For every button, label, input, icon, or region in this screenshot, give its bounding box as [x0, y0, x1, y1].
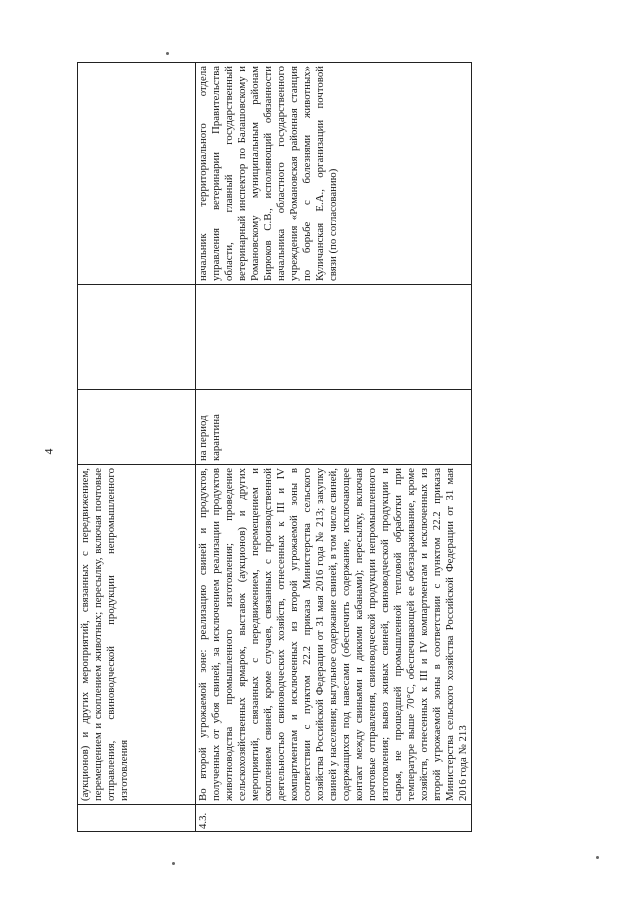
scan-speck: [172, 862, 175, 865]
table-row: [78, 63, 196, 832]
table-row: [196, 63, 472, 832]
rotated-page-content: [77, 62, 587, 832]
measure-cell: (аукционов) и других мероприятий, связанных с передвижением, перемещением и скоплением животных; пересылку, включая почтовые отправления, свиноводческой продукции непромышленного изготовления: [78, 465, 196, 805]
empty-cell: [78, 285, 196, 390]
measures-table: [77, 62, 472, 832]
empty-cell: [196, 285, 472, 390]
responsible-cell: [78, 63, 196, 285]
responsible-cell: начальник территориального отдела управления ветеринарии Правительства области, главный государственный ветеринарный инспектор по Балашовскому и Романовскому муниципальным районам Бирюков С.В., исполняющий обязанности начальника областного государственного учреждения «Романовская районная станция по борьбе с болезнями животных» Куличанская Е.А., организации почтовой связи (по согласованию): [196, 63, 472, 285]
row-number-cell: 4.3.: [196, 805, 472, 832]
term-cell: на период карантина: [196, 390, 472, 465]
scan-speck: [166, 52, 169, 55]
scan-speck: [596, 856, 599, 859]
page-number: 4: [41, 448, 56, 455]
row-number-cell: [78, 805, 196, 832]
measure-cell: Во второй угрожаемой зоне: реализацию свиней и продуктов, полученных от убоя свиней, за исключением реализации продуктов животноводства промышленного изготовления; проведение сельскохозяйственных ярмарок, выставок (аукционов) и других мероприятий, связанных с передвижением, перемещением и скоплением свиней, кроме случаев, связанных с производственной деятельностью свиноводческих хозяйств, отнесенных к III и IV компартментам и исключенных из второй угрожаемой зоны в соответствии с пунктом 22.2 приказа Министерства сельского хозяйства Российской Федерации от 31 мая 2016 года № 213; закупку свиней у населения; выгульное содержание свиней, в том числе свиней, содержащихся под навесами (обеспечить содержание, исключающее контакт между свиньями и дикими кабанами); пересылку, включая почтовые отправления, свиноводческой продукции непромышленного изготовления; вывоз живых свиней, свиноводческой продукции и сырья, не прошедшей промышленной тепловой обработки при температуре выше 70°С, обеспечивающей ее обеззараживание, кроме хозяйств, отнесенных к III и IV компартментам и исключенных из второй угрожаемой зоны в соответствии с пунктом 22.2 приказа Министерства сельского хозяйства Российской Федерации от 31 мая 2016 года № 213: [196, 465, 472, 805]
term-cell: [78, 390, 196, 465]
